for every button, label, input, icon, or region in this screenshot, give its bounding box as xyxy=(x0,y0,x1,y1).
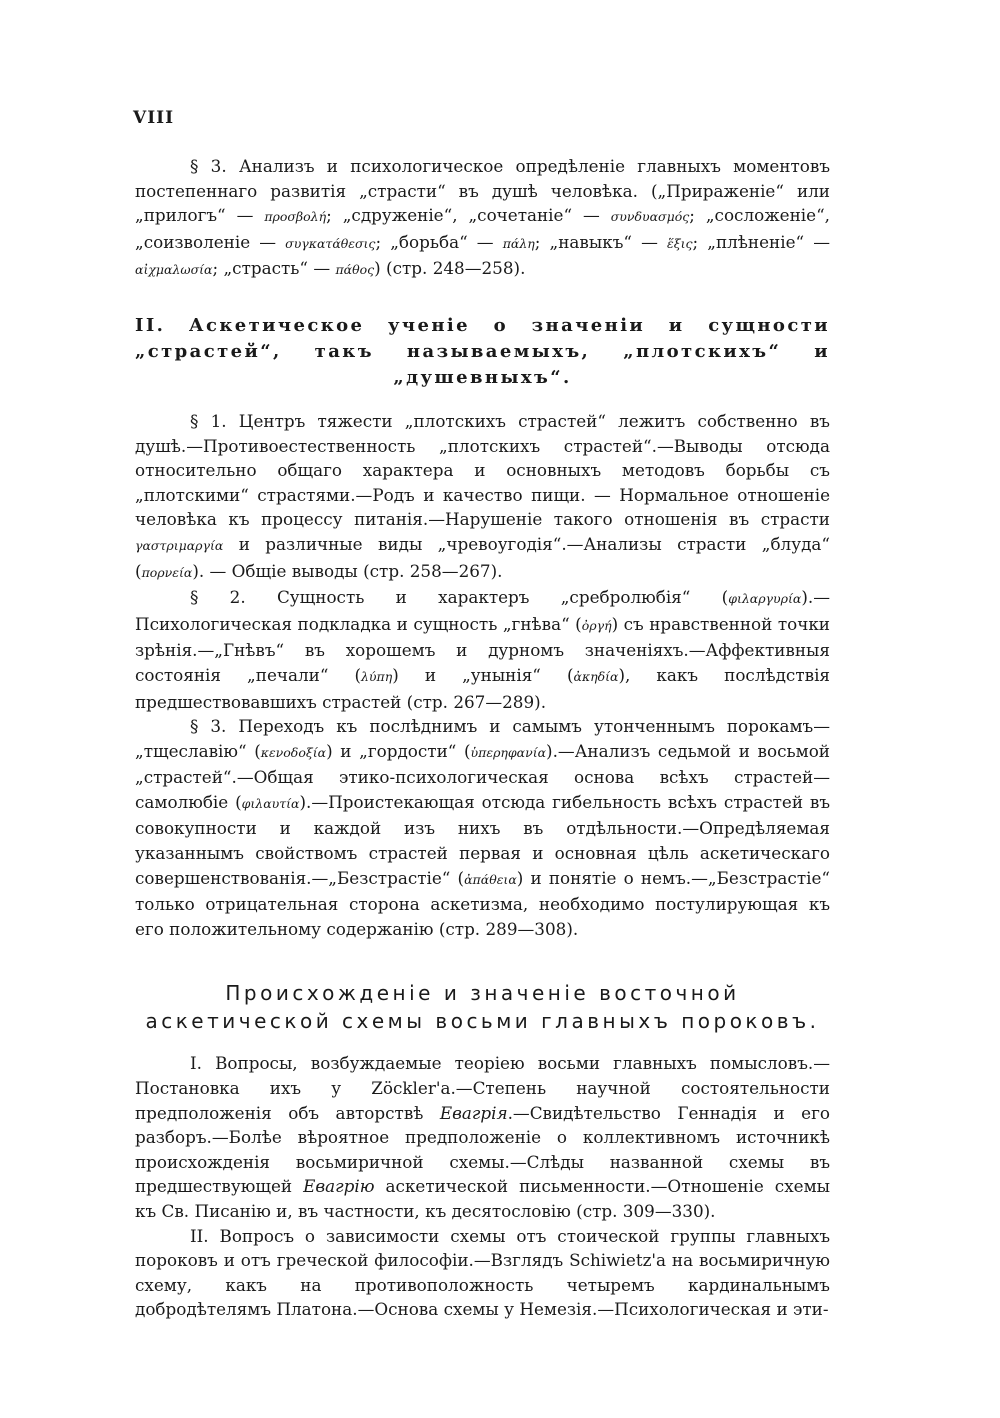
paragraph xyxy=(135,1224,830,1322)
paragraph xyxy=(135,585,830,714)
greek-term: πορνεία xyxy=(141,564,193,580)
text-run: ; „борьба“ — xyxy=(375,231,503,252)
greek-term: λύπη xyxy=(361,668,393,684)
page-content xyxy=(135,154,830,1322)
greek-term: ὑπερηφανία xyxy=(470,744,547,760)
italic-name: Евагрію xyxy=(303,1176,375,1197)
greek-term: φιλαργυρία xyxy=(728,591,802,607)
greek-term: ἀπάθεια xyxy=(464,871,517,887)
text-run: и различные виды „чревоугодія“.—Анализы страсти „блуда“ ( xyxy=(135,533,830,581)
text-run: ; „сдруженіе“, „сочетаніе“ — xyxy=(326,205,611,226)
greek-term: πάλη xyxy=(502,235,535,251)
greek-term: αἰχμαλωσία xyxy=(135,262,213,278)
greek-term: προσβολή xyxy=(264,209,327,225)
text-run: § 2. Сущность и характеръ „сребролюбія“ ( xyxy=(190,587,729,608)
greek-term: συνδυασμός xyxy=(610,209,690,225)
paragraph xyxy=(135,409,830,585)
greek-term: φιλαυτία xyxy=(241,795,300,811)
text-run: ).—Анализъ седьмой и восьмой „страстей“.—Общая этико-психологическая основа всѣхъ страстей—самолюбіе ( xyxy=(135,740,830,812)
greek-term: πάθος xyxy=(335,262,375,278)
section-heading: II. Аскетическое ученіе о значеніи и сущности „страстей“, такъ называемыхъ, „плотскихъ“ и „душевныхъ“. xyxy=(135,314,830,388)
greek-term: ἀκηδία xyxy=(573,668,619,684)
text-run: ) (стр. 248—258). xyxy=(374,258,526,279)
text-run: ; „плѣненіе“ — xyxy=(692,231,830,252)
text-run: ) и „гордости“ ( xyxy=(326,740,471,761)
greek-term: ὀργή xyxy=(581,617,612,633)
text-run: аскетической письменности.—Отношеніе схемы къ Св. Писанію и, въ частности, къ десятословію (стр. 309—330). xyxy=(135,1176,831,1221)
greek-term: συγκατάθεσις xyxy=(285,235,376,251)
italic-name: Евагрія xyxy=(439,1102,508,1123)
text-run: ; „сосложеніе“, „соизволеніе — xyxy=(135,205,830,252)
text-run: ). — Общіе выводы (стр. 258—267). xyxy=(192,560,503,581)
greek-term: γαστριμαργία xyxy=(135,537,224,553)
paragraph xyxy=(135,714,830,941)
text-run: ; „навыкъ“ — xyxy=(534,231,667,252)
text-run: ) и понятіе о немъ.—„Безстрастіе“ только отрицательная сторона аскетизма, необходимо постулирующая къ его положительному содержанію (стр. 289—308). xyxy=(135,867,830,939)
greek-term: κενοδοξία xyxy=(260,744,327,760)
paragraph xyxy=(135,1051,830,1223)
greek-term: ἕξις xyxy=(666,235,693,251)
text-run: ).—Психологическая подкладка и сущность „гнѣва“ ( xyxy=(135,587,830,634)
chapter-heading: Происхожденіе и значеніе восточной аскетической схемы восьми главныхъ пороковъ. xyxy=(145,981,820,1034)
text-run: § 3. Переходъ къ послѣднимъ и самымъ утонченнымъ порокамъ— „тщеславію“ ( xyxy=(135,716,830,761)
paragraph xyxy=(135,154,830,283)
text-run: ).—Проистекающая отсюда гибельность всѣхъ страстей въ совокупности и каждой изъ нихъ въ отдѣльности.—Опредѣляемая указаннымъ свойствомъ страстей первая и основная цѣль аскетическаго совершенствованія.—„Безстрастіе“ ( xyxy=(135,791,830,888)
text-run: I. Вопросы, возбуждаемые теоріею восьми главныхъ помысловъ.—Постановка ихъ у Zöckler'a.—Степень научной состоятельности предположенія объ авторствѣ xyxy=(135,1053,830,1123)
text-run: ), какъ послѣдствія предшествовавшихъ страстей (стр. 267—289). xyxy=(135,664,831,712)
text-run: ; „страсть“ — xyxy=(212,258,336,279)
text-run: ) съ нравственной точки зрѣнія.—„Гнѣвъ“ въ хорошемъ и дурномъ значеніяхъ.—Аффективныя состоянія „печали“ ( xyxy=(135,613,830,685)
text-run: § 1. Центръ тяжести „плотскихъ страстей“ лежитъ собственно въ душѣ.—Противоестественность „плотскихъ страстей“.—Выводы отсюда относительно общаго характера и основныхъ методовъ борьбы съ „плотскими“ страстями.—Родъ и качество пищи. — Нормальное отношеніе человѣка къ процессу питанія.—Нарушеніе такого отношенія въ страсти xyxy=(135,410,830,530)
page-number: VIII xyxy=(133,108,175,128)
text-run: .—Свидѣтельство Геннадія и его разборъ.—Болѣе вѣроятное предположеніе о коллективномъ источникѣ происхожденія восьмиричной схемы.—Слѣды названной схемы въ предшествующей xyxy=(135,1102,830,1197)
text-run: § 3. Анализъ и психологическое опредѣленіе главныхъ моментовъ постепеннаго развитія „страсти“ въ душѣ человѣка. („Приpаженіе“ или „прилогъ“ — xyxy=(135,156,830,226)
text-run: II. Вопросъ о зависимости схемы отъ стоической группы главныхъ пороковъ и отъ греческой философіи.—Взглядъ Schiwietz'a на восьмиричную схему, какъ на противоположность четыремъ кардинальнымъ добродѣтелямъ Платона.—Основа схемы у Немезія.—Психологическая и эти- xyxy=(135,1225,830,1320)
text-run: ) и „унынія“ ( xyxy=(392,664,574,685)
